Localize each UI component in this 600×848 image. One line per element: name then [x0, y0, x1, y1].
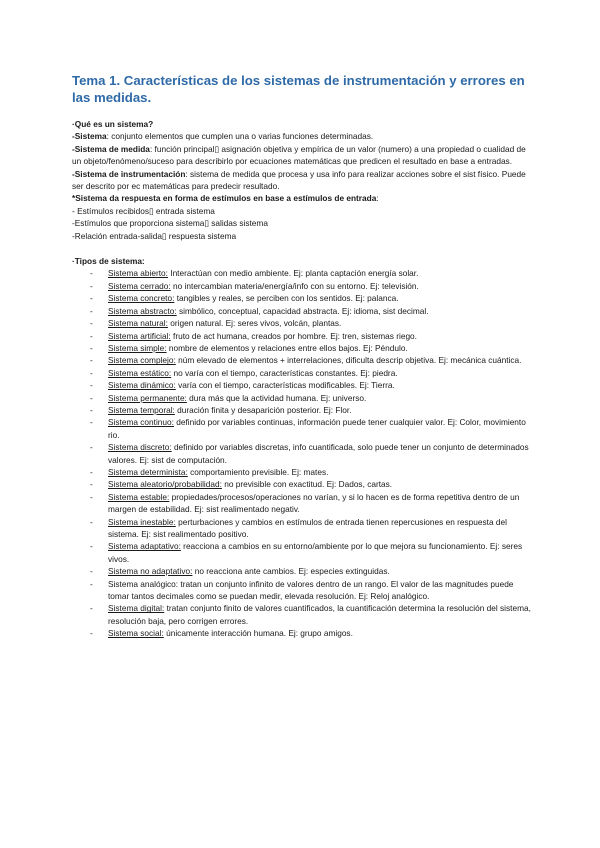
type-list-item	[72, 540, 532, 565]
response-item: - Estímulos recibidos▯ entrada sistema	[72, 205, 215, 216]
bullet-dash: -	[90, 417, 93, 428]
definitions-list	[72, 130, 532, 192]
type-term: Sistema estático:	[108, 367, 172, 378]
type-description: únicamente interacción humana. Ej: grupo amigos.	[163, 628, 353, 639]
response-heading-text: *Sistema da respuesta en forma de estímulos en base a estímulos de entrada	[72, 193, 377, 204]
bullet-dash: -	[90, 466, 93, 477]
type-description: Sistema analógico: tratan un conjunto infinito de valores dentro de un rango. El valor de las magnitudes puede tomar tantos decimales como se puedan medir, elevada resolución. Ej: Reloj analógico.	[108, 578, 514, 602]
response-heading	[72, 192, 532, 204]
types-list	[72, 267, 532, 639]
definition-text: : conjunto elementos que cumplen una o varias funciones determinadas.	[106, 131, 374, 142]
type-description: no reacciona ante cambios. Ej: especies extinguidas.	[192, 566, 390, 577]
type-description: origen natural. Ej: seres vivos, volcán, plantas.	[167, 318, 342, 329]
definition-sistema-de-instrumentacion	[72, 168, 532, 193]
type-list-item	[72, 578, 532, 603]
type-term: Sistema dinámico:	[108, 380, 176, 391]
type-list-item	[72, 602, 532, 627]
type-term: Sistema permanente:	[108, 392, 187, 403]
bullet-dash: -	[90, 293, 93, 304]
type-list-item	[72, 392, 532, 404]
definition-term: -Sistema de instrumentación	[72, 168, 186, 179]
intro-heading: ·Qué es un sistema?	[72, 119, 154, 129]
type-list-item	[72, 441, 532, 466]
type-list-item	[72, 491, 532, 516]
type-term: Sistema simple:	[108, 342, 167, 353]
type-description: definido por variables discretas, info cuantificada, solo puede tener un conjunto de determinados valores. Ej: sist de computación.	[108, 442, 529, 465]
response-item: -Relación entrada-salida▯ respuesta sistema	[72, 230, 237, 241]
bullet-dash: -	[90, 578, 93, 589]
type-term: Sistema digital:	[108, 603, 165, 614]
bullet-dash: -	[90, 516, 93, 527]
type-description: varía con el tiempo, características modificables. Ej: Tierra.	[175, 380, 395, 391]
type-description: no intercambian materia/energía/info con su entorno. Ej: televisión.	[170, 280, 419, 291]
type-term: Sistema natural:	[108, 318, 168, 329]
type-list-item	[72, 354, 532, 366]
types-heading: ·Tipos de sistema:	[72, 256, 145, 267]
type-description: fruto de act humana, creados por hombre. Ej: tren, sistemas riego.	[170, 330, 417, 341]
type-list-item	[72, 478, 532, 490]
type-term: Sistema estable:	[108, 491, 170, 502]
bullet-dash: -	[90, 318, 93, 329]
type-list-item	[72, 565, 532, 577]
type-term: Sistema social:	[108, 628, 164, 639]
bullet-dash: -	[90, 367, 93, 378]
type-list-item	[72, 379, 532, 391]
type-description: tangibles y reales, se perciben con los sentidos. Ej: palanca.	[174, 293, 399, 304]
type-list-item	[72, 267, 532, 279]
type-term: Sistema inestable:	[108, 516, 176, 527]
bullet-dash: -	[90, 305, 93, 316]
definition-term: -Sistema de medida	[72, 143, 150, 154]
type-list-item	[72, 367, 532, 379]
type-term: Sistema aleatorio/probabilidad:	[108, 479, 222, 490]
bullet-dash: -	[90, 541, 93, 552]
type-term: Sistema continuo:	[108, 417, 174, 428]
definition-sistema-de-medida	[72, 143, 532, 168]
type-term: Sistema temporal:	[108, 404, 175, 415]
type-description: dura más que la actividad humana. Ej: universo.	[186, 392, 367, 403]
type-list-item	[72, 280, 532, 292]
type-description: no varía con el tiempo, características constantes. Ej: piedra.	[171, 367, 398, 378]
definition-text: : sistema de medida que procesa y usa info para realizar acciones sobre el sist físico. Puede ser descrito por ec matemáticas para predecir resultado.	[72, 168, 526, 192]
type-list-item	[72, 627, 532, 639]
document-page	[72, 72, 532, 640]
definition-term: -Sistema	[72, 131, 107, 142]
type-list-item	[72, 516, 532, 541]
bullet-dash: -	[90, 628, 93, 639]
bullet-dash: -	[90, 342, 93, 353]
type-description: comportamiento previsible. Ej: mates.	[187, 466, 329, 477]
document-title: Tema 1. Características de los sistemas de instrumentación y errores en las medidas.	[72, 73, 525, 105]
type-term: Sistema abstracto:	[108, 305, 177, 316]
bullet-dash: -	[90, 491, 93, 502]
bullet-dash: -	[90, 280, 93, 291]
type-description: simbólico, conceptual, capacidad abstracta. Ej: idioma, sist decimal.	[176, 305, 429, 316]
type-term: Sistema cerrado:	[108, 280, 171, 291]
bullet-dash: -	[90, 566, 93, 577]
type-list-item	[72, 305, 532, 317]
type-term: Sistema concreto:	[108, 293, 175, 304]
type-list-item	[72, 342, 532, 354]
type-description: reacciona a cambios en su entorno/ambiente por lo que mejora su funcionamiento. Ej: seres vivos.	[108, 541, 523, 564]
type-description: tratan conjunto finito de valores cuantificados, la cuantificación determina la resolución del sistema, resolución baja, pero corrigen errores.	[108, 603, 531, 626]
bullet-dash: -	[90, 380, 93, 391]
bullet-dash: -	[90, 479, 93, 490]
type-description: nombre de elementos y relaciones entre ellos bajos. Ej: Péndulo.	[166, 342, 408, 353]
bullet-dash: -	[90, 442, 93, 453]
type-list-item	[72, 404, 532, 416]
type-list-item	[72, 330, 532, 342]
type-description: no previsible con exactitud. Ej: Dados, cartas.	[221, 479, 393, 490]
type-term: Sistema abierto:	[108, 268, 168, 279]
bullet-dash: -	[90, 268, 93, 279]
type-list-item	[72, 317, 532, 329]
response-item: -Estímulos que proporciona sistema▯ salidas sistema	[72, 218, 268, 229]
type-description: duración finita y desaparición posterior. Ej: Flor.	[174, 404, 352, 415]
definition-sistema	[72, 130, 532, 142]
type-term: Sistema discreto:	[108, 442, 172, 453]
type-term: Sistema complejo:	[108, 355, 176, 366]
type-term: Sistema adaptativo:	[108, 541, 181, 552]
type-description: definido por variables continuas, información puede tener cualquier valor. Ej: Color, movimiento rio.	[108, 417, 526, 440]
bullet-dash: -	[90, 355, 93, 366]
response-heading-suffix: :	[376, 193, 379, 204]
bullet-dash: -	[90, 330, 93, 341]
bullet-dash: -	[90, 392, 93, 403]
definition-text: : función principal▯ asignación objetiva y empírica de un valor (numero) a una propiedad o cualidad de un objeto/fenómeno/suceso para describirlo por ecuaciones matemáticas que predicen el resultado en base a entradas.	[72, 143, 526, 167]
type-description: perturbaciones y cambios en estímulos de entrada tienen repercusiones en respuesta del sistema. Ej: sist realimentado positivo.	[108, 516, 507, 539]
type-term: Sistema artificial:	[108, 330, 171, 341]
bullet-dash: -	[90, 404, 93, 415]
spacer	[72, 242, 532, 255]
type-description: Interactúan con medio ambiente. Ej: planta captación energía solar.	[167, 268, 419, 279]
type-description: núm elevado de elementos + interrelaciones, dificulta descrip objetiva. Ej: mecánica cuántica.	[175, 355, 522, 366]
type-description: propiedades/procesos/operaciones no varían, y si lo hacen es de forma repetitiva dentro de un margen de estabilidad. Ej: sist realimentado negativ.	[108, 491, 520, 515]
type-term: Sistema no adaptativo:	[108, 566, 193, 577]
type-list-item	[72, 292, 532, 304]
bullet-dash: -	[90, 603, 93, 614]
type-list-item	[72, 466, 532, 478]
type-term: Sistema determinista:	[108, 466, 188, 477]
type-list-item	[72, 416, 532, 441]
